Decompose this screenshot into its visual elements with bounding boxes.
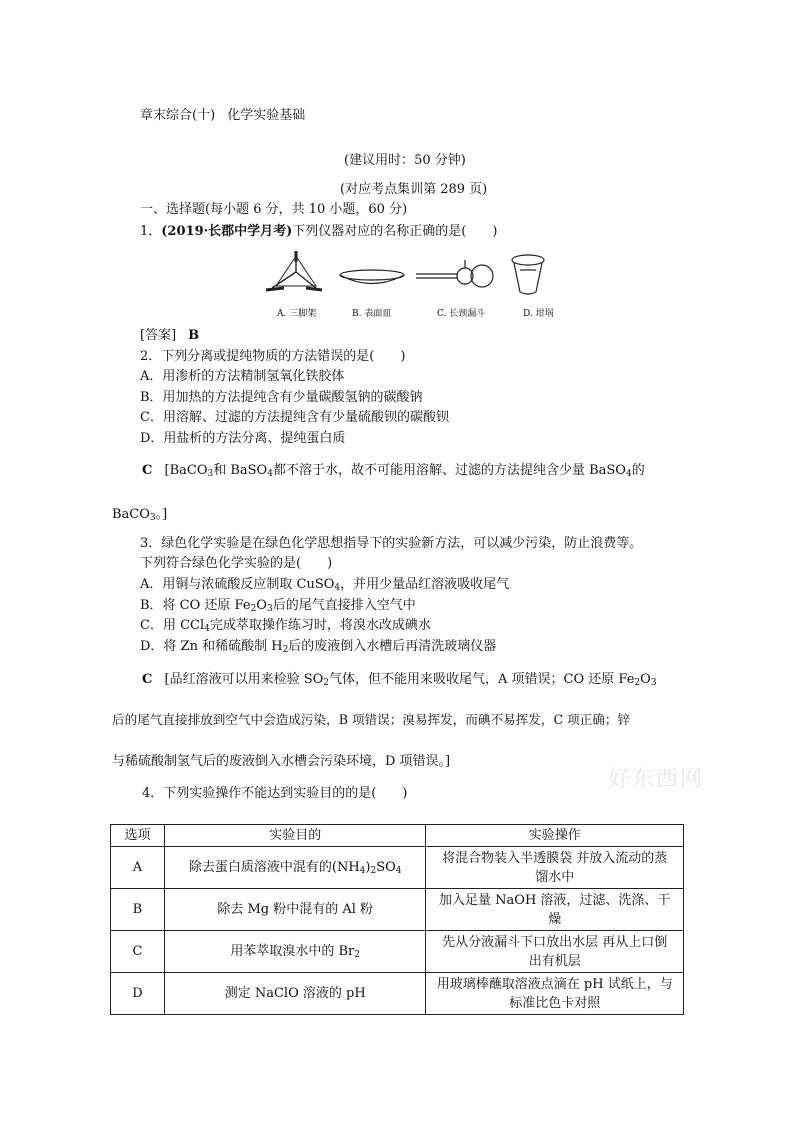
watch-glass-icon xyxy=(340,270,404,284)
table-cell-option: D xyxy=(111,973,165,1015)
question-3-explanation-3: 与稀硫酸制氢气后的废液倒入水槽会污染环境，D 项错误。] xyxy=(112,754,451,769)
question-3-stem: 3．绿色化学实验是在绿色化学思想指导下的实验新方法，可以减少污染，防止浪费等。 xyxy=(140,536,643,551)
table-row xyxy=(111,931,684,973)
table-header: 实验操作 xyxy=(426,825,684,847)
table-cell-operation: 加入足量 NaOH 溶液，过滤、洗涤、干 燥 xyxy=(426,889,684,931)
experiment-table xyxy=(110,824,684,1015)
question-2-stem: 2．下列分离或提纯物质的方法错误的是( ) xyxy=(140,349,406,364)
question-2-option-b: B．用加热的方法提纯含有少量碳酸氢钠的碳酸钠 xyxy=(140,390,423,405)
question-1-stem: 1．(2019·长郡中学月考)下列仪器对应的名称正确的是( ) xyxy=(140,224,498,239)
question-4-stem: 4．下列实验操作不能达到实验目的的是( ) xyxy=(142,786,408,801)
question-2-option-c: C．用溶解、过滤的方法提纯含有少量硫酸钡的碳酸钡 xyxy=(140,410,449,425)
crucible-icon xyxy=(512,255,544,294)
table-row xyxy=(111,847,684,889)
question-2-option-d: D．用盐析的方法分离、提纯蛋白质 xyxy=(140,431,346,446)
table-cell-operation: 将混合物装入半透膜袋 并放入流动的蒸 馏水中 xyxy=(426,847,684,889)
question-3-option-d: D．将 Zn 和稀硫酸制 $H_2$后的废液倒入水槽后再清洗玻璃仪器 xyxy=(140,639,497,655)
clay-triangle-icon xyxy=(266,251,322,290)
caption-c: C. 长颈漏斗 xyxy=(437,309,486,319)
question-1-answer: [答案] B xyxy=(140,328,200,343)
apparatus-figure xyxy=(262,250,562,302)
table-cell-option: A xyxy=(111,847,165,889)
watermark: 好东西网 xyxy=(608,767,705,792)
reference-note: (对应考点集训第 289 页) xyxy=(340,182,488,197)
chapter-label: 章末综合(十) xyxy=(140,108,216,123)
question-2-explanation: C [BaCO$_3$和 BaSO$_4$都不溶于水，故不可能用溶解、过滤的方法提纯含少量 BaSO$_4$的 xyxy=(142,463,645,479)
caption-a: A. 三脚架 xyxy=(277,309,317,319)
table-header: 实验目的 xyxy=(164,825,426,847)
caption-b: B. 表面皿 xyxy=(352,309,392,319)
time-note: (建议用时：50 分钟) xyxy=(344,153,466,168)
section-heading: 一、选择题(每小题 6 分，共 10 小题，60 分) xyxy=(140,202,408,217)
question-3-explanation: C [品红溶液可以用来检验 $SO_2$气体，但不能用来吸收尾气，A 项错误；CO 还原 $Fe_2O_3$ xyxy=(142,672,657,688)
table-cell-purpose: 测定 NaClO 溶液的 pH xyxy=(164,973,426,1015)
table-cell-option: C xyxy=(111,931,165,973)
table-cell-option: B xyxy=(111,889,165,931)
chapter-subject: 化学实验基础 xyxy=(227,108,306,123)
question-3-option-a: A．用铜与浓硫酸反应制取 CuSO$_4$，并用少量品红溶液吸收尾气 xyxy=(140,577,510,593)
caption-d: D. 坩埚 xyxy=(523,309,554,319)
table-cell-purpose: 用苯萃取溴水中的 $Br_2$ xyxy=(164,931,426,973)
table-header-row xyxy=(111,825,684,847)
funnel-icon xyxy=(416,260,493,287)
table-cell-purpose: 除去蛋白质溶液中混有的$(NH_4)_2SO_4$ xyxy=(164,847,426,889)
table-cell-operation: 用玻璃棒蘸取溶液点滴在 pH 试纸上，与 标准比色卡对照 xyxy=(426,973,684,1015)
table-row xyxy=(111,973,684,1015)
question-3-option-b: B．将 CO 还原 $Fe_2O_3$后的尾气直接排入空气中 xyxy=(140,598,416,614)
table-row xyxy=(111,889,684,931)
table-cell-purpose: 除去 Mg 粉中混有的 Al 粉 xyxy=(164,889,426,931)
question-2-explanation-end: BaCO$_3$。] xyxy=(112,507,168,523)
question-1-source: (2019·长郡中学月考) xyxy=(161,224,293,239)
question-3-stem-2: 下列符合绿色化学实验的是( ) xyxy=(140,556,333,571)
table-cell-operation: 先从分液漏斗下口放出水层 再从上口倒 出有机层 xyxy=(426,931,684,973)
question-2-option-a: A．用渗析的方法精制氢氧化铁胶体 xyxy=(140,369,345,384)
table-header: 选项 xyxy=(111,825,165,847)
chapter-title xyxy=(140,107,305,125)
question-3-option-c: C．用 CCl$_4$完成萃取操作练习时，将溴水改成碘水 xyxy=(140,618,431,634)
question-3-explanation-2: 后的尾气直接排放到空气中会造成污染，B 项错误；溴易挥发，而碘不易挥发，C 项正确；锌 xyxy=(112,712,631,727)
